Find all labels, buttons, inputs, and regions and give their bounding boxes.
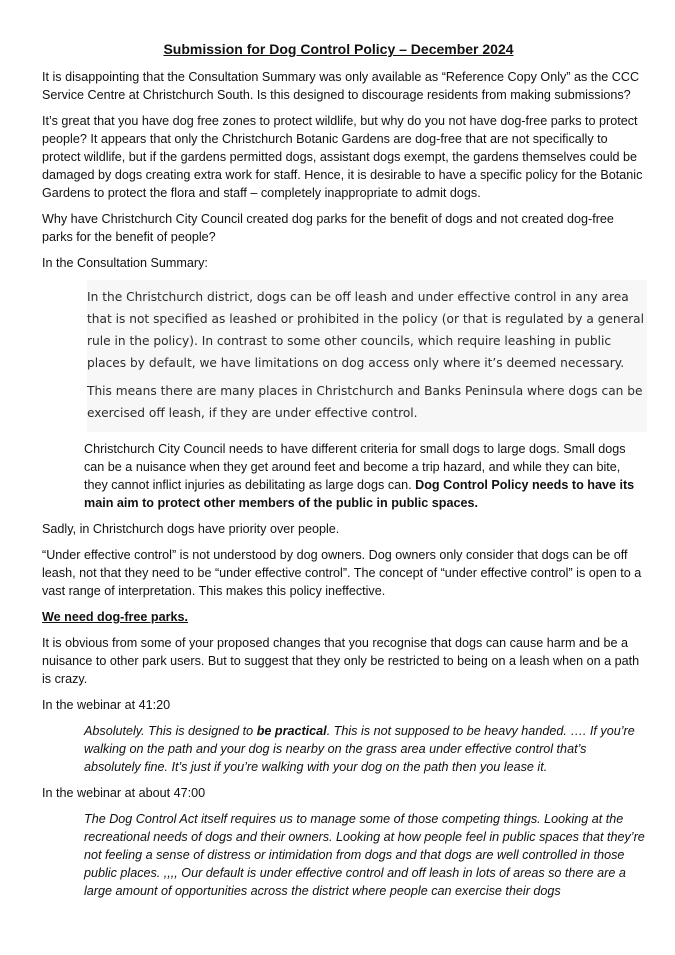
paragraph-effective-control: “Under effective control” is not understood by dog owners. Dog owners only consider that dogs can be off leash, not that they need to be “under effective control”. The concept of “under effective control” is open to a vast range of interpretation. This makes this policy ineffective. — [42, 548, 642, 598]
webinar-label-47-00: In the webinar at about 47:00 — [42, 786, 206, 800]
webinar-quote-1 — [84, 722, 645, 776]
webinar-label-41-20: In the webinar at 41:20 — [42, 698, 171, 712]
document-title: Submission for Dog Control Policy – December 2024 — [163, 41, 514, 57]
paragraph-dog-free-zones: It’s great that you have dog free zones to protect wildlife, but why do you not have dog-free parks to protect people? It appears that only the Christchurch Botanic Gardens are dog-free that are not specifically to protect wildlife, but if the gardens permitted dogs, assistant dogs exempt, the gardens themselves could be damaged by dogs creating extra work for staff. Hence, it is desirable to have a specific policy for the Botanic Gardens to protect the flora and staff – completely inappropriate to admit dogs. — [42, 114, 643, 200]
quote1-text-a: Absolutely. This is designed to — [84, 724, 254, 738]
paragraph-reference-copy: It is disappointing that the Consultation Summary was only available as “Reference Copy Only” as the CCC Service Centre at Christchurch South. Is this designed to discourage residents from making submissions? — [42, 70, 640, 102]
paragraph-dogs-priority: Sadly, in Christchurch dogs have priority over people. — [42, 522, 340, 536]
quote1-text-b: . This is not supposed to be heavy handed. …. If you’re walking on the path and your dog is nearby on the grass area under effective control that’s absolutely fine. It’s just if you’re walking with your dog on the path then you lease it. — [84, 724, 635, 774]
policy-aim-bold-text: Dog Control Policy needs to have its main aim to protect other members of the public in public spaces. — [84, 478, 635, 510]
quote1-bold-text: be practical — [256, 724, 327, 738]
small-large-dogs-text: Christchurch City Council needs to have different criteria for small dogs to large dogs. Small dogs can be a nuisance when they get around feet and become a trip hazard, and while they can bite, they cannot inflict injuries as debilitating as large dogs can. — [84, 442, 626, 492]
scanned-quote-paragraph-2: This means there are many places in Christchurch and Banks Peninsula where dogs can be exercised off leash, if they are under effective control. — [87, 384, 643, 420]
scanned-quote-paragraph-1: In the Christchurch district, dogs can be off leash and under effective control in any area that is not specified as leashed or prohibited in the policy (or that is regulated by a general rule in the policy). In contrast to some other councils, which require leashing in public places by default, we have limitations on dog access only where it’s deemed necessary. — [87, 290, 645, 370]
paragraph-small-large-dogs — [84, 440, 645, 512]
paragraph-dog-parks-question: Why have Christchurch City Council created dog parks for the benefit of dogs and not created dog-free parks for the benefit of people? — [42, 212, 614, 244]
scanned-quote-excerpt — [87, 280, 647, 432]
paragraph-proposed-changes: It is obvious from some of your proposed changes that you recognise that dogs can cause harm and be a nuisance to other park users. But to suggest that they only be restricted to being on a leash when on a path is crazy. — [42, 636, 640, 686]
section-heading-dog-free-parks: We need dog-free parks. — [42, 610, 189, 624]
paragraph-consultation-summary-intro: In the Consultation Summary: — [42, 256, 208, 270]
webinar-quote-2: The Dog Control Act itself requires us to manage some of those competing things. Looking at the recreational needs of dogs and their owners. Looking at how people feel in public spaces that they’re not feeling a sense of distress or intimidation from dogs and that dogs are well controlled in those public places. ,,,, Our default is under effective control and off leash in lots of areas so there are a large amount of opportunities across the district where people can exercise their dogs — [84, 812, 645, 898]
